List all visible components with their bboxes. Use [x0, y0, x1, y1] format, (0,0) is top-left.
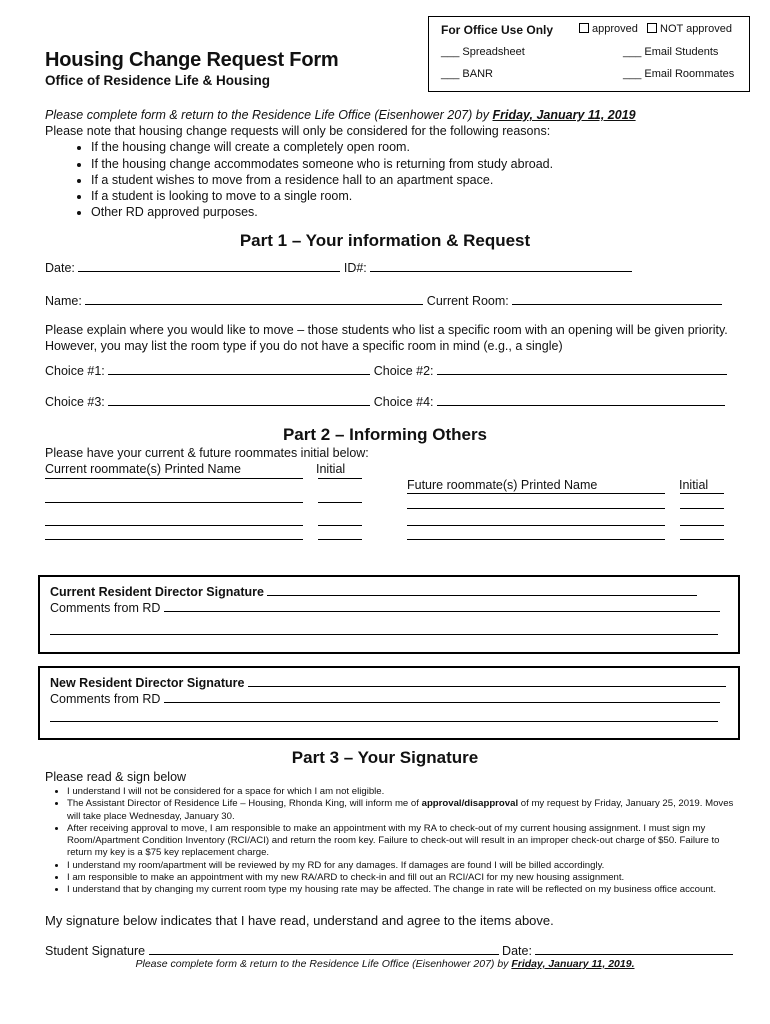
form-title: Housing Change Request Form: [45, 49, 339, 71]
choice4-field[interactable]: [437, 393, 725, 406]
future-roommate-name-field[interactable]: [407, 493, 665, 494]
term-text: The Assistant Director of Residence Life – Housing, Rhonda King, will inform me of: [67, 798, 422, 810]
current-rd-comments-field[interactable]: [164, 599, 720, 612]
choice-row-1: [45, 362, 727, 378]
current-rd-signature-field[interactable]: [267, 583, 697, 596]
student-signature-row: [45, 942, 733, 958]
office-use-heading: For Office Use Only: [441, 23, 554, 37]
new-rd-comments-field[interactable]: [164, 690, 720, 703]
footer-note: [0, 958, 770, 970]
reason-item: • If a student is looking to move to a single room.: [91, 188, 745, 204]
current-roommate-name-field[interactable]: [45, 539, 303, 540]
current-initial-label: Initial: [316, 462, 346, 476]
term-item: • I understand my room/apartment will be reviewed by my RD for any damages. If damages are found I will be billed accordingly.: [67, 860, 735, 872]
intro-return-line: [45, 107, 745, 123]
not-approved-checkbox[interactable]: [647, 23, 657, 33]
terms-list: [45, 786, 735, 897]
current-roommate-initial-field[interactable]: [318, 478, 362, 479]
student-date-label: Date:: [502, 944, 532, 958]
current-rd-comments-label: Comments from RD: [50, 601, 161, 615]
spreadsheet-check[interactable]: ___ Spreadsheet: [441, 46, 525, 58]
approved-label: approved: [592, 23, 638, 35]
move-explanation: Please explain where you would like to move – those students who list a specific room with an opening will be given priority. However, you may list the room type if you do not have a specific room in mind (e.g., a single): [45, 323, 728, 353]
reason-item: • If the housing change accommodates someone who is returning from study abroad.: [91, 156, 745, 172]
not-approved-label: NOT approved: [660, 23, 732, 35]
id-field[interactable]: [370, 259, 632, 272]
intro-return-text: Please complete form & return to the Residence Life Office (Eisenhower 207) by: [45, 108, 489, 122]
reason-item: • If a student wishes to move from a residence hall to an apartment space.: [91, 172, 745, 188]
reason-item: • If the housing change will create a completely open room.: [91, 139, 745, 155]
choice3-field[interactable]: [108, 393, 370, 406]
date-id-row: [45, 259, 632, 275]
office-use-box: [428, 16, 750, 92]
term-item: [67, 798, 735, 823]
new-rd-signature-field[interactable]: [248, 674, 726, 687]
current-roommate-name-field[interactable]: [45, 502, 303, 503]
term-item-text: [67, 798, 733, 821]
deadline-date: Friday, January 11, 2019: [492, 108, 636, 122]
current-roommate-initial-field[interactable]: [318, 539, 362, 540]
choice-row-2: [45, 393, 725, 409]
new-rd-comments-label: Comments from RD: [50, 692, 161, 706]
choice1-label: Choice #1:: [45, 364, 105, 378]
future-roommate-name-field[interactable]: [407, 508, 665, 509]
term-emphasis: approval/disapproval: [421, 798, 519, 810]
intro-section: [45, 107, 745, 220]
term-text: of my request by Friday, January 25, 2019. Moves will take place Wednesday, January 30.: [67, 798, 734, 822]
future-roommate-initial-field[interactable]: [680, 525, 724, 526]
footer-return-text: Please complete form & return to the Residence Life Office (Eisenhower 207) by: [135, 958, 509, 970]
part2-heading: Part 2 – Informing Others: [282, 425, 488, 444]
banr-check[interactable]: ___ BANR: [441, 68, 493, 80]
reasons-list: [45, 139, 745, 220]
future-roommate-initial-field[interactable]: [680, 493, 724, 494]
new-rd-signature-label: New Resident Director Signature: [50, 676, 245, 690]
current-roommate-initial-field[interactable]: [318, 502, 362, 503]
current-room-field[interactable]: [512, 292, 722, 305]
reason-item: • Other RD approved purposes.: [91, 204, 745, 220]
future-roommate-initial-field[interactable]: [680, 539, 724, 540]
new-rd-box: [38, 666, 740, 740]
current-rd-signature-label: Current Resident Director Signature: [50, 585, 264, 599]
current-roommate-label: Current roommate(s) Printed Name: [45, 462, 241, 476]
part1-heading: Part 1 – Your information & Request: [239, 231, 531, 250]
new-rd-signature-row: [50, 674, 726, 690]
term-item: • I am responsible to make an appointment with my new RA/ARD to check-in and fill out an RCI/ACI for my new housing assignment.: [67, 872, 735, 884]
student-date-field[interactable]: [535, 942, 733, 955]
choice1-field[interactable]: [108, 362, 370, 375]
name-label: Name:: [45, 294, 82, 308]
part3-instruction: Please read & sign below: [45, 770, 187, 784]
new-rd-comments-row: [50, 690, 720, 706]
student-signature-label: Student Signature: [45, 944, 146, 958]
approved-option[interactable]: [579, 23, 638, 35]
current-rd-comments-row: [50, 599, 720, 615]
current-rd-comments-line[interactable]: [50, 634, 718, 635]
future-initial-label: Initial: [679, 478, 709, 492]
form-subtitle: Office of Residence Life & Housing: [45, 73, 271, 88]
not-approved-option[interactable]: [647, 23, 732, 35]
date-label: Date:: [45, 261, 75, 275]
choice2-field[interactable]: [437, 362, 727, 375]
date-field[interactable]: [78, 259, 340, 272]
email-roommates-check[interactable]: ___ Email Roommates: [623, 68, 735, 80]
current-roommate-name-field[interactable]: [45, 478, 303, 479]
future-roommate-name-field[interactable]: [407, 525, 665, 526]
id-label: ID#:: [343, 261, 367, 275]
choice4-label: Choice #4:: [373, 395, 434, 409]
term-item: • After receiving approval to move, I am responsible to make an appointment with my RA to check-out of my current housing assignment. I must sign my Room/Apartment Condition Inventory (RCI/ACI) and return the room key. Failure to check-out will result in an improper check-out charge of $50. Failure to return my key is a $75 key replacement charge.: [67, 823, 735, 860]
choice3-label: Choice #3:: [45, 395, 105, 409]
current-roommate-initial-field[interactable]: [318, 525, 362, 526]
email-students-check[interactable]: ___ Email Students: [623, 46, 719, 58]
part2-instruction: Please have your current & future roommates initial below:: [45, 446, 369, 460]
approved-checkbox[interactable]: [579, 23, 589, 33]
name-room-row: [45, 292, 722, 308]
future-roommate-label: Future roommate(s) Printed Name: [407, 478, 598, 492]
future-roommate-name-field[interactable]: [407, 539, 665, 540]
part3-heading: Part 3 – Your Signature: [291, 748, 479, 767]
student-signature-field[interactable]: [149, 942, 499, 955]
current-rd-box: [38, 575, 740, 654]
term-item: • I understand that by changing my current room type my housing rate may be affected. The change in rate will be reflected on my business office account.: [67, 884, 735, 896]
term-item: • I understand I will not be considered for a space for which I am not eligible.: [67, 786, 735, 798]
current-rd-signature-row: [50, 583, 697, 599]
future-roommate-initial-field[interactable]: [680, 508, 724, 509]
current-roommate-name-field[interactable]: [45, 525, 303, 526]
name-field[interactable]: [85, 292, 423, 305]
intro-note: Please note that housing change requests will only be considered for the following reasons:: [45, 124, 551, 139]
agreement-statement: My signature below indicates that I have read, understand and agree to the items above.: [45, 913, 554, 928]
choice2-label: Choice #2:: [373, 364, 434, 378]
footer-deadline: Friday, January 11, 2019.: [511, 958, 635, 970]
new-rd-comments-line[interactable]: [50, 721, 718, 722]
current-room-label: Current Room:: [426, 294, 509, 308]
